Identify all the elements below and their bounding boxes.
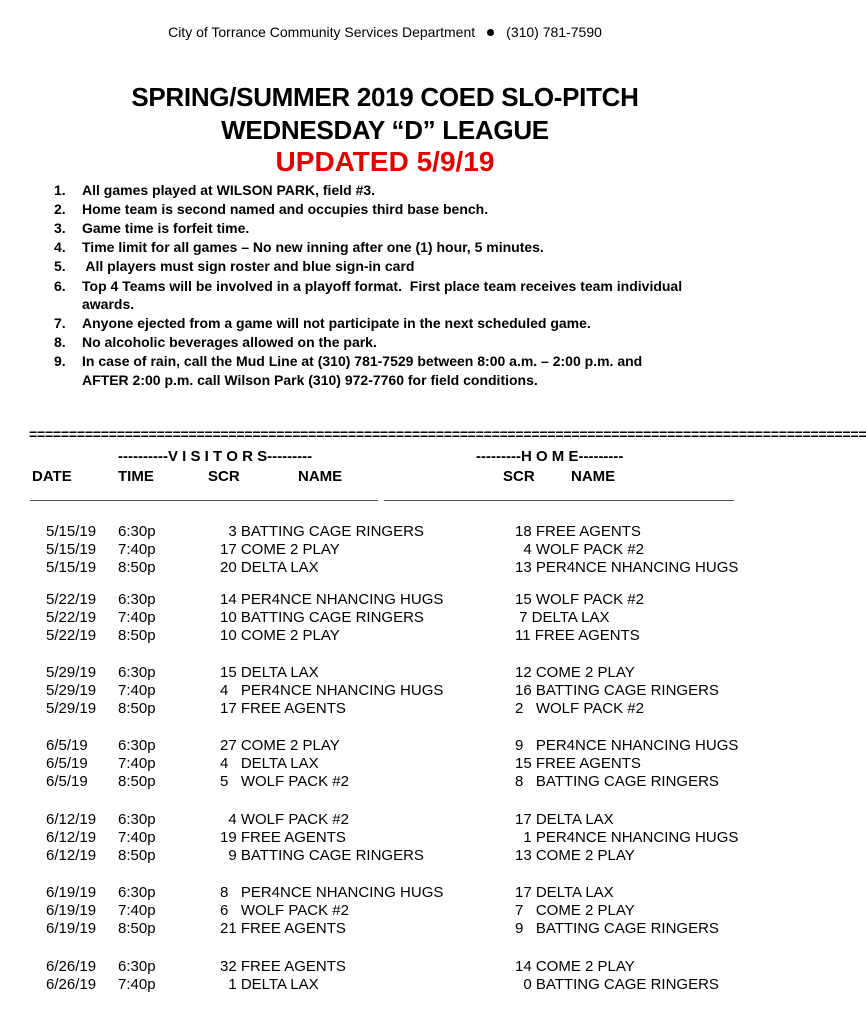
game-date: 6/26/19 (46, 976, 97, 993)
visitor-team: 21 FREE AGENTS (220, 920, 346, 937)
game-date: 6/5/19 (46, 737, 88, 754)
visitor-team: 19 FREE AGENTS (220, 829, 346, 846)
home-team: 17 DELTA LAX (515, 811, 614, 828)
home-team: 17 DELTA LAX (515, 884, 614, 901)
game-time: 7:40p (118, 902, 156, 919)
home-name-column-header: NAME (571, 468, 616, 485)
time-column-header: TIME (118, 468, 154, 485)
home-team: 15 FREE AGENTS (515, 755, 641, 772)
home-team: 8 BATTING CAGE RINGERS (515, 773, 719, 790)
rule-number: 3. (54, 220, 66, 236)
home-team: 11 FREE AGENTS (515, 627, 640, 644)
home-score-column-header: SCR (503, 468, 535, 485)
home-team: 9 PER4NCE NHANCING HUGS (515, 737, 739, 754)
visitor-team: 17 FREE AGENTS (220, 700, 346, 717)
visitor-name-column-header: NAME (298, 468, 343, 485)
home-team: 2 WOLF PACK #2 (515, 700, 644, 717)
game-time: 8:50p (118, 627, 156, 644)
game-time: 6:30p (118, 591, 156, 608)
home-team: 4 WOLF PACK #2 (515, 541, 644, 558)
title-line-2: WEDNESDAY “D” LEAGUE (221, 115, 549, 145)
game-time: 8:50p (118, 700, 156, 717)
game-date: 5/29/19 (46, 700, 97, 717)
rule-text: No alcoholic beverages allowed on the park. (82, 334, 377, 350)
bullet-icon (487, 29, 494, 36)
home-team: 7 DELTA LAX (515, 609, 610, 626)
game-date: 6/19/19 (46, 920, 97, 937)
visitor-team: 20 DELTA LAX (220, 559, 319, 576)
home-team: 7 COME 2 PLAY (515, 902, 635, 919)
game-date: 6/12/19 (46, 811, 97, 828)
game-time: 6:30p (118, 523, 156, 540)
visitor-team: 4 WOLF PACK #2 (220, 811, 349, 828)
rule-text: Anyone ejected from a game will not participate in the next scheduled game. (82, 315, 591, 331)
game-date: 5/29/19 (46, 682, 97, 699)
visitor-team: 3 BATTING CAGE RINGERS (220, 523, 424, 540)
visitors-underline (30, 500, 378, 501)
game-time: 6:30p (118, 737, 156, 754)
game-time: 7:40p (118, 976, 156, 993)
game-time: 6:30p (118, 664, 156, 681)
game-date: 6/12/19 (46, 829, 97, 846)
game-time: 7:40p (118, 541, 156, 558)
rule-text: All games played at WILSON PARK, field #3. (82, 182, 376, 198)
home-team: 12 COME 2 PLAY (515, 664, 635, 681)
rule-text: Top 4 Teams will be involved in a playoff format. First place team receives team individual (82, 278, 683, 294)
game-date: 5/22/19 (46, 591, 97, 608)
rule-number: 8. (54, 334, 66, 350)
rule-number: 1. (54, 182, 66, 198)
home-underline (384, 500, 734, 501)
home-team: 13 COME 2 PLAY (515, 847, 635, 864)
page-header (0, 24, 770, 40)
visitor-team: 4 DELTA LAX (220, 755, 319, 772)
rule-number: 2. (54, 201, 66, 217)
visitor-score-column-header: SCR (208, 468, 240, 485)
department-name: City of Torrance Community Services Department (168, 24, 476, 40)
rule-number: 6. (54, 278, 66, 294)
home-team: 16 BATTING CAGE RINGERS (515, 682, 719, 699)
home-team: 9 BATTING CAGE RINGERS (515, 920, 719, 937)
home-team: 0 BATTING CAGE RINGERS (515, 976, 719, 993)
game-date: 5/15/19 (46, 541, 97, 558)
rule-text: Home team is second named and occupies third base bench. (82, 201, 489, 217)
visitor-team: 6 WOLF PACK #2 (220, 902, 349, 919)
home-team: 14 COME 2 PLAY (515, 958, 635, 975)
game-time: 7:40p (118, 755, 156, 772)
visitor-team: 5 WOLF PACK #2 (220, 773, 349, 790)
game-time: 8:50p (118, 773, 156, 790)
game-date: 5/22/19 (46, 609, 97, 626)
game-date: 5/15/19 (46, 523, 97, 540)
department-phone: (310) 781-7590 (506, 24, 602, 40)
rule-number: 9. (54, 353, 66, 369)
visitor-team: 8 PER4NCE NHANCING HUGS (220, 884, 444, 901)
game-time: 7:40p (118, 682, 156, 699)
rule-text: In case of rain, call the Mud Line at (310) 781-7529 between 8:00 a.m. – 2:00 p.m. and (82, 353, 643, 369)
rule-text: Time limit for all games – No new inning after one (1) hour, 5 minutes. (82, 239, 544, 255)
game-date: 6/12/19 (46, 847, 97, 864)
rule-number: 5. (54, 258, 66, 274)
game-date: 5/29/19 (46, 664, 97, 681)
game-time: 8:50p (118, 920, 156, 937)
visitor-team: 17 COME 2 PLAY (220, 541, 340, 558)
updated-notice: UPDATED 5/9/19 (275, 146, 495, 177)
home-team: 15 WOLF PACK #2 (515, 591, 644, 608)
visitor-team: 14 PER4NCE NHANCING HUGS (220, 591, 444, 608)
visitor-team: 27 COME 2 PLAY (220, 737, 340, 754)
game-date: 5/15/19 (46, 559, 97, 576)
visitors-section-label: ----------V I S I T O R S--------- (118, 448, 313, 465)
game-time: 6:30p (118, 958, 156, 975)
rule-text: AFTER 2:00 p.m. call Wilson Park (310) 972-7760 for field conditions. (82, 372, 538, 388)
separator-line: ========================================================================================================= (29, 426, 866, 442)
home-team: 13 PER4NCE NHANCING HUGS (515, 559, 739, 576)
game-date: 6/5/19 (46, 773, 88, 790)
game-time: 8:50p (118, 559, 156, 576)
home-section-label: ---------H O M E--------- (476, 448, 624, 465)
visitor-team: 1 DELTA LAX (220, 976, 319, 993)
visitor-team: 32 FREE AGENTS (220, 958, 346, 975)
game-date: 6/5/19 (46, 755, 88, 772)
rule-number: 7. (54, 315, 66, 331)
game-date: 6/19/19 (46, 902, 97, 919)
date-column-header: DATE (32, 468, 72, 485)
title-line-1: SPRING/SUMMER 2019 COED SLO-PITCH (131, 82, 639, 112)
rule-text: awards. (82, 296, 135, 312)
game-time: 6:30p (118, 884, 156, 901)
home-team: 18 FREE AGENTS (515, 523, 641, 540)
visitor-team: 4 PER4NCE NHANCING HUGS (220, 682, 444, 699)
visitor-team: 10 COME 2 PLAY (220, 627, 340, 644)
rule-number: 4. (54, 239, 66, 255)
game-date: 6/19/19 (46, 884, 97, 901)
rule-text: All players must sign roster and blue sign-in card (82, 258, 415, 274)
visitor-team: 10 BATTING CAGE RINGERS (220, 609, 424, 626)
game-date: 5/22/19 (46, 627, 97, 644)
rule-text: Game time is forfeit time. (82, 220, 250, 236)
game-time: 7:40p (118, 829, 156, 846)
visitor-team: 9 BATTING CAGE RINGERS (220, 847, 424, 864)
game-time: 6:30p (118, 811, 156, 828)
visitor-team: 15 DELTA LAX (220, 664, 319, 681)
home-team: 1 PER4NCE NHANCING HUGS (515, 829, 739, 846)
game-time: 7:40p (118, 609, 156, 626)
game-date: 6/26/19 (46, 958, 97, 975)
game-time: 8:50p (118, 847, 156, 864)
